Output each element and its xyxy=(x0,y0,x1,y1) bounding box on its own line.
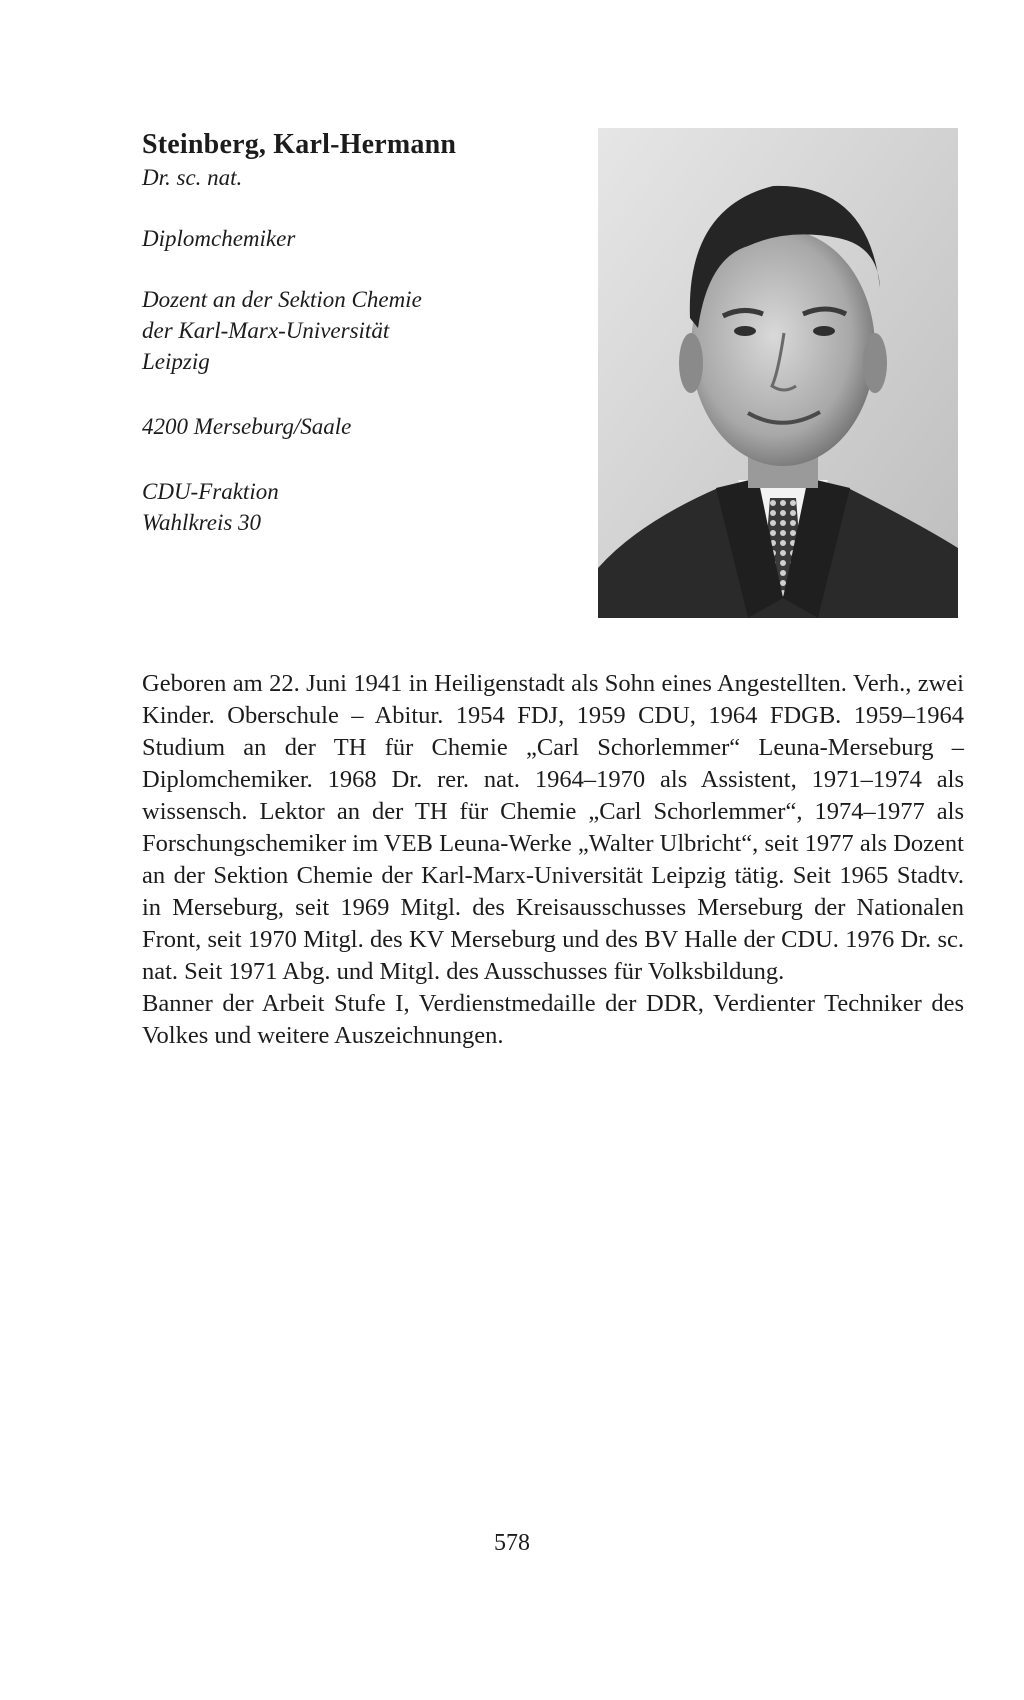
person-fraction: CDU-Fraktion xyxy=(142,479,279,504)
person-constituency: Wahlkreis 30 xyxy=(142,510,262,535)
biography xyxy=(142,668,964,1052)
person-name: Steinberg, Karl-Hermann xyxy=(142,129,457,160)
position-line-2: der Karl-Marx-Universität xyxy=(142,318,390,343)
biography-text: Geboren am 22. Juni 1941 in Heiligenstadt als Sohn eines Angestellten. Verh., zwei Kinder. Oberschule – Abitur. 1954 FDJ, 1959 CDU, 1964 FDGB. 1959–1964 Studium an der TH für Chemie „Carl Schorlemmer“ Leuna-Merseburg – Diplomchemiker. 1968 Dr. rer. nat. 1964–1970 als Assistent, 1971–1974 als wissensch. Lektor an der TH für Chemie „Carl Schorlemmer“, 1974–1977 als Forschungschemiker im VEB Leuna-Werke „Walter Ulbricht“, seit 1977 als Dozent an der Sektion Chemie der Karl-Marx-Universität Leipzig tätig. Seit 1965 Stadtv. in Merseburg, seit 1969 Mitgl. des Kreisausschusses Merseburg der Nationalen Front, seit 1970 Mitgl. des KV Merseburg und des BV Halle der CDU. 1976 Dr. sc. nat. Seit 1971 Abg. und Mitgl. des Ausschusses für Volksbildung. xyxy=(142,670,964,985)
position-line-3: Leipzig xyxy=(142,349,210,374)
person-degree: Dr. sc. nat. xyxy=(142,165,243,190)
header-block xyxy=(142,128,582,538)
person-profession: Diplomchemiker xyxy=(142,226,296,251)
position-line-1: Dozent an der Sektion Chemie xyxy=(142,287,422,312)
awards-text: Banner der Arbeit Stufe I, Verdienstmedaille der DDR, Verdienter Techniker des Volkes und weitere Auszeichnungen. xyxy=(142,990,964,1049)
person-residence: 4200 Merseburg/Saale xyxy=(142,414,352,439)
page-number: 578 xyxy=(494,1530,530,1556)
portrait-photo xyxy=(598,128,958,618)
